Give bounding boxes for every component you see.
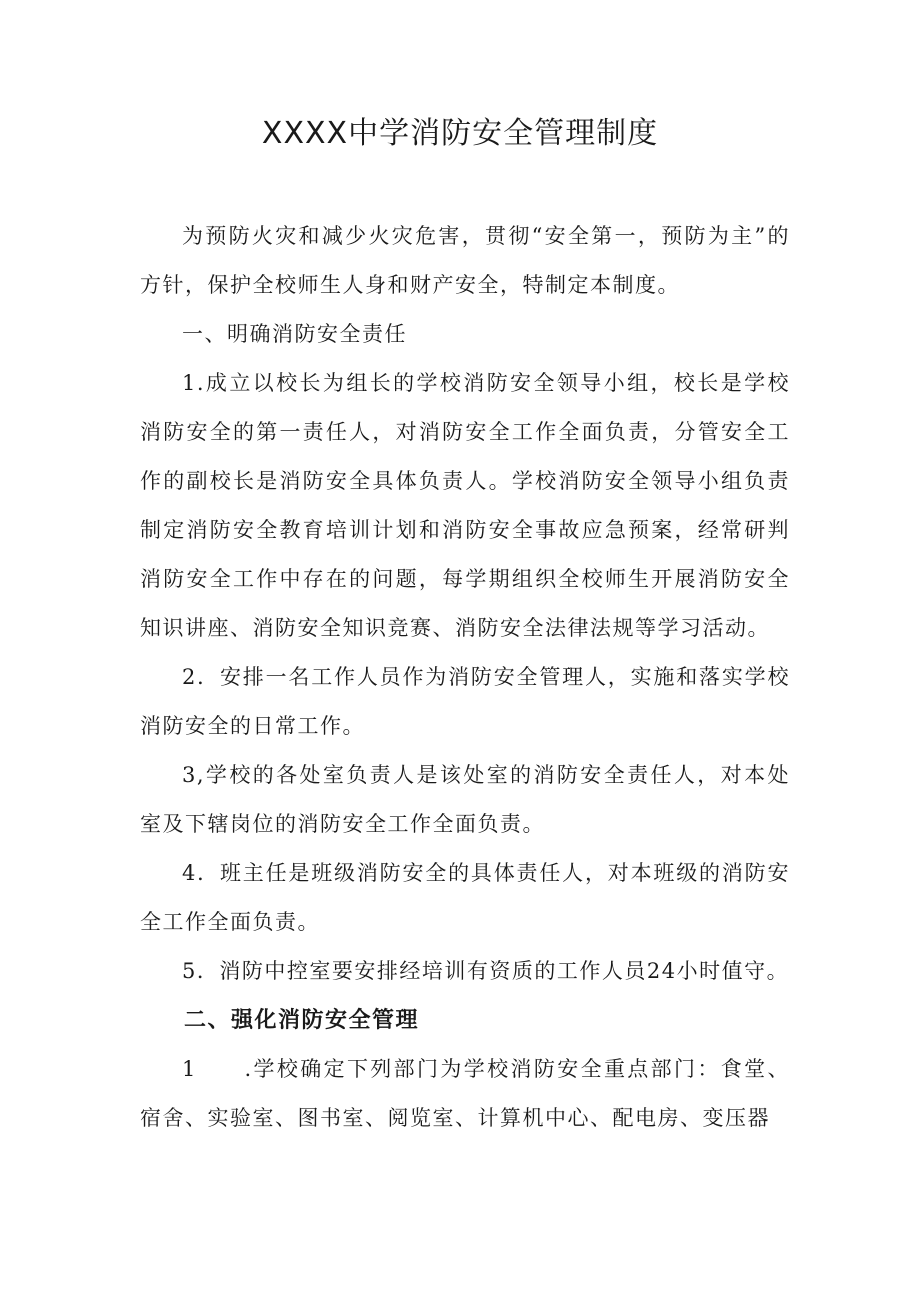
section-1-heading: 一、明确消防安全责任 bbox=[182, 322, 407, 346]
section-1-item-4: 4．班主任是班级消防安全的具体责任人，对本班级的消防安全工作全面负责。 bbox=[140, 861, 790, 934]
section-2-heading: 二、强化消防安全管理 bbox=[184, 1008, 420, 1033]
document-body bbox=[140, 212, 790, 1143]
section-1-item-2: 2．安排一名工作人员作为消防安全管理人，实施和落实学校消防安全的日常工作。 bbox=[140, 665, 790, 738]
section-2-item-1: 1 .学校确定下列部门为学校消防安全重点部门：食堂、宿舍、实验室、图书室、阅览室、计算机中心、配电房、变压器 bbox=[140, 1057, 790, 1130]
intro-paragraph: 为预防火灾和减少火灾危害，贯彻“安全第一，预防为主”的方针，保护全校师生人身和财产安全，特制定本制度。 bbox=[140, 224, 790, 297]
section-1-item-1: 1.成立以校长为组长的学校消防安全领导小组，校长是学校消防安全的第一责任人，对消防安全工作全面负责，分管安全工作的副校长是消防安全具体负责人。学校消防安全领导小组负责制定消防安全教育培训计划和消防安全事故应急预案，经常研判消防安全工作中存在的问题，每学期组织全校师生开展消防安全知识讲座、消防安全知识竞赛、消防安全法律法规等学习活动。 bbox=[140, 371, 790, 640]
document-title: XXXX中学消防安全管理制度 bbox=[261, 116, 659, 151]
section-1-item-3: 3,学校的各处室负责人是该处室的消防安全责任人，对本处室及下辖岗位的消防安全工作全面负责。 bbox=[140, 763, 790, 836]
section-1-item-5: 5．消防中控室要安排经培训有资质的工作人员24小时值守。 bbox=[182, 959, 790, 983]
